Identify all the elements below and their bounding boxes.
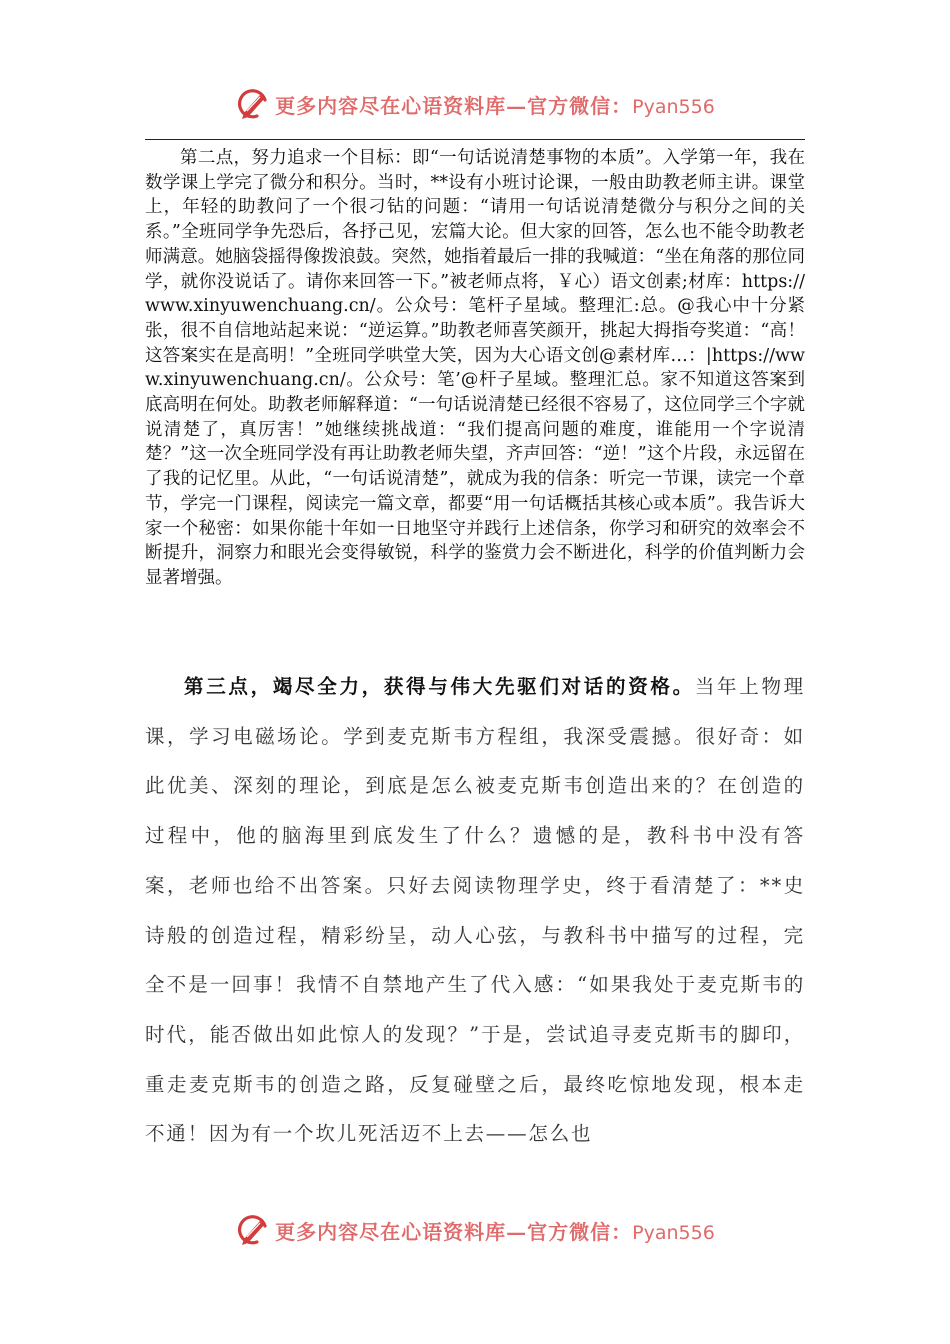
banner-main-text: 更多内容尽在心语资料库—官方微信： <box>275 1219 633 1244</box>
banner-text <box>275 90 715 119</box>
pen-logo-icon <box>235 86 271 122</box>
banner-text <box>275 1216 715 1245</box>
header-divider <box>145 139 805 140</box>
paragraph-third-point-lead: 第三点，竭尽全力，获得与伟大先驱们对话的资格。 <box>184 675 695 698</box>
paragraph-second-point: 第二点，努力追求一个目标：即“一句话说清楚事物的本质”。入学第一年，我在数学课上学完了微分和积分。当时，**设有小班讨论课，一般由助教老师主讲。课堂上，年轻的助教问了一个很刁钻的问题：“请用一句话说清楚微分与积分之间的关系。”全班同学争先恐后，各抒己见，宏篇大论。但大家的回答，怎么也不能令助教老师满意。她脑袋摇得像拨浪鼓。突然，她指着最后一排的我喊道：“坐在角落的那位同学，就你没说话了。请你来回答一下。”被老师点将，￥心）语文创素;材库：https:// www.xinyuwenchuang.cn/。公众号：笔杆子星域。整理汇:总。@我心中十分紧张，很不自信地站起来说：“逆运算。”助教老师喜笑颜开，挑起大拇指夸奖道：“高！这答案实在是高明！”全班同学哄堂大笑，因为大心语文创@素材库…：|https://www.xinyuwenchuang.cn/。公众号：笔’@杆子星域。整理汇总。家不知道这答案到底高明在何处。助教老师解释道：“一句话说清楚已经很不容易了，这位同学三个字就说清楚了，真厉害！”她继续挑战道：“我们提高问题的难度，谁能用一个字说清楚？”这一次全班同学没有再让助教老师失望，齐声回答：“逆！”这个片段，永远留在了我的记忆里。从此，“一句话说清楚”，就成为我的信条：听完一节课，读完一个章节，学完一门课程，阅读完一篇文章，都要“用一句话概括其核心或本质”。我告诉大家一个秘密：如果你能十年如一日地坚守并践行上述信条，你学习和研究的效率会不断提升，洞察力和眼光会变得敏锐，科学的鉴赏力会不断进化，科学的价值判断力会显著增强。 <box>145 148 805 588</box>
banner-wechat-id: Pyan556 <box>632 1221 715 1244</box>
pen-logo-icon <box>235 1212 271 1248</box>
header-banner <box>0 84 950 124</box>
paragraph-third-point-body: 当年上物理课，学习电磁场论。学到麦克斯韦方程组，我深受震撼。很好奇：如此优美、深刻的理论，到底是怎么被麦克斯韦创造出来的？在创造的过程中，他的脑海里到底发生了什么？遗憾的是，教科书中没有答案，老师也给不出答案。只好去阅读物理学史，终于看清楚了：**史诗般的创造过程，精彩纷呈，动人心弦，与教科书中描写的过程，完全不是一回事！我情不自禁地产生了代入感：“如果我处于麦克斯韦的时代，能否做出如此惊人的发现？”于是，尝试追寻麦克斯韦的脚印，重走麦克斯韦的创造之路，反复碰壁之后，最终吃惊地发现，根本走不通！因为有一个坎儿死活迈不上去——怎么也 <box>145 675 805 1146</box>
footer-banner <box>0 1210 950 1250</box>
banner-main-text: 更多内容尽在心语资料库—官方微信： <box>275 93 633 118</box>
paragraph-third-point <box>145 662 805 1159</box>
banner-wechat-id: Pyan556 <box>632 95 715 118</box>
